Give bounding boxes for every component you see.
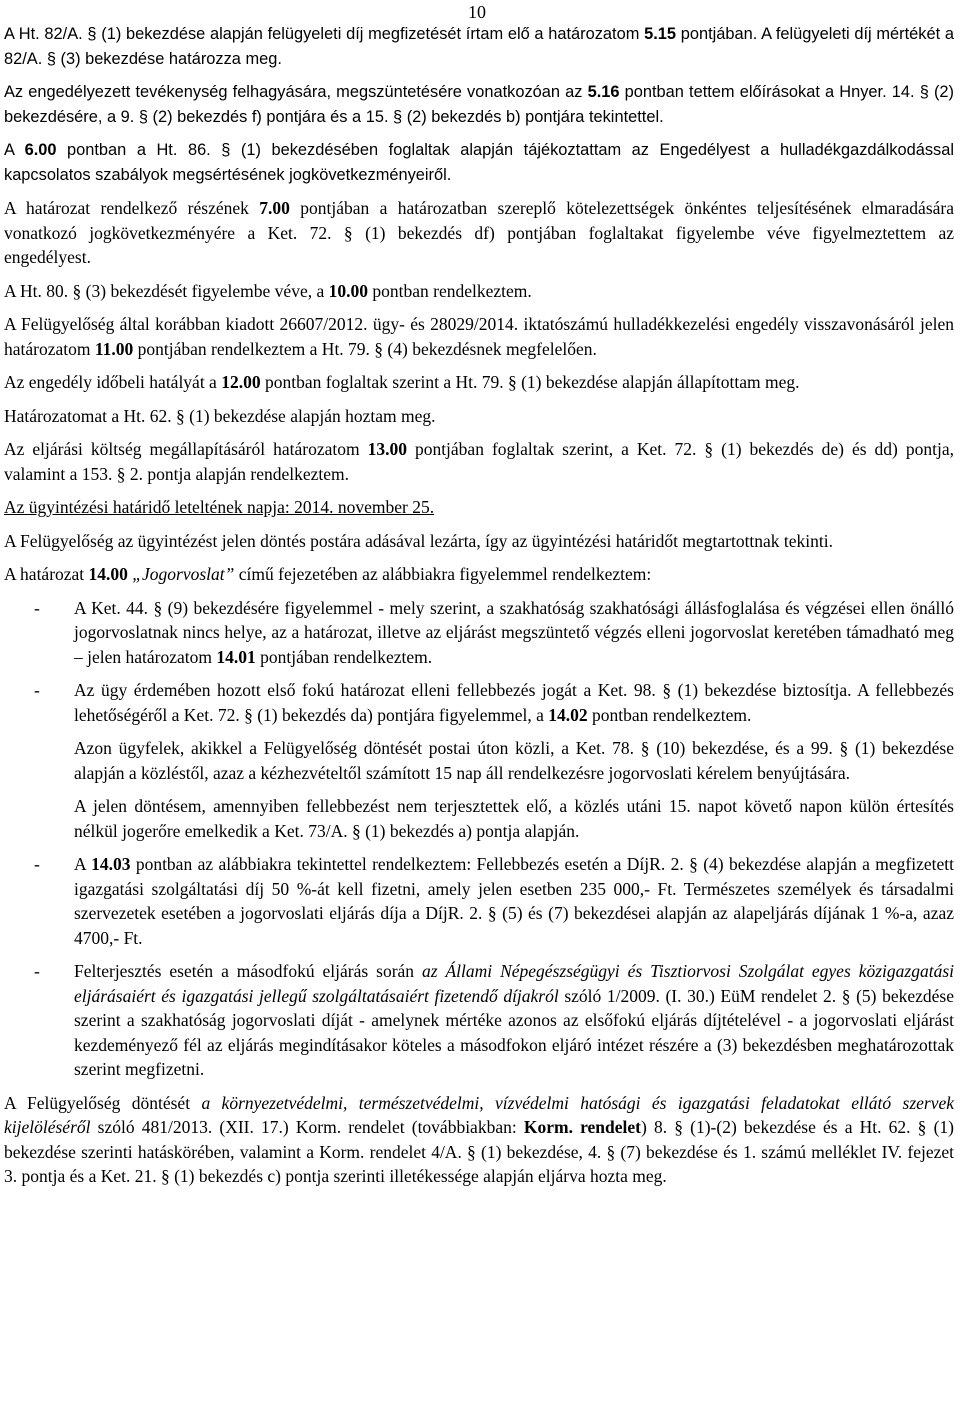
paragraph-ht-80: A Ht. 80. § (3) bekezdését figyelembe véve, a 10.00 pontban rendelkeztem. bbox=[4, 280, 532, 301]
list-marker: - bbox=[34, 961, 40, 981]
document-body bbox=[4, 22, 954, 1198]
list-marker: - bbox=[34, 680, 40, 700]
list-item: - Felterjesztés esetén a másodfokú eljárás során az Állami Népegészségügyi és Tisztiorvosi Szolgálat egyes közigazgatási eljárásaiért és igazgatási jellegű szolgáltatásaiért fizetendő díjakról szóló 1/2009. (I. 30.) EüM rendelet 2. § (5) bekezdése szerint a szakhatóság jogorvoslati díját - amelynek mértéke azonos az elsőfokú eljárás díjtételével - a jogorvoslati eljárást kezdeményező fél az eljárás megindításakor köteles a másodfokon eljáró intézet részére a (3) bekezdésben meghatározottak szerint megfizetni. bbox=[34, 961, 954, 1079]
paragraph-supervision-fee: A Ht. 82/A. § (1) bekezdése alapján felügyeleti díj megfizetését írtam elő a határozatom 5.15 pontjában. A felügyeleti díj mértékét a 82/A. § (3) bekezdése határozza meg. bbox=[4, 25, 954, 68]
page-number: 10 bbox=[468, 2, 486, 22]
list-item: - Az ügy érdemében hozott első fokú határozat elleni fellebbezés jogát a Ket. 98. § (1) bekezdése biztosítja. A fellebbezés lehetőségéről a Ket. 72. § (1) bekezdés da) pontjára figyelemmel, a 14.02 pontban rendelkeztem. bbox=[34, 680, 954, 725]
paragraph-permit-validity: Az engedély időbeli hatályát a 12.00 pontban foglaltak szerint a Ht. 79. § (1) bekezdése alapján állapítottam meg. bbox=[4, 372, 800, 392]
list-item: - A 14.03 pontban az alábbiakra tekintettel rendelkeztem: Fellebbezés esetén a DíjR. 2. § (4) bekezdése alapján a megfizetett igazgatási szolgáltatási díj 50 %-át kell fizetni, amely jelen esetben 235 000,- Ft. Természetes személyek és társadalmi szervezetek esetében a jogorvoslati eljárás díja a DíjR. 2. § (5) és (7) bekezdései alapján az alapeljárás díjának 1 %-a, azaz 4700,- Ft. bbox=[34, 854, 954, 948]
paragraph-permit-revocation: A Felügyelőség által korábban kiadott 26607/2012. ügy- és 28029/2014. iktatószámú hulladékkezelési engedély visszavonásáról jelen határozatom 11.00 pontjában rendelkeztem a Ht. 79. § (4) bekezdésnek megfelelően. bbox=[4, 314, 954, 359]
paragraph-obligations-warning: A határozat rendelkező részének 7.00 pontjában a határozatban szereplő kötelezettségek önkéntes teljesítésének elmaradására vonatkozó jogkövetkezményére a Ket. 72. § (1) bekezdés df) pontjában foglaltakat figyelembe véve figyelmeztettem az engedélyest. bbox=[4, 198, 954, 267]
list-marker: - bbox=[34, 597, 40, 618]
paragraph-legal-consequences: A 6.00 pontban a Ht. 86. § (1) bekezdésében foglaltak alapján tájékoztattam az Engedélyest a hulladékgazdálkodással kapcsolatos szabályok megsértésének jogkövetkezményeiről. bbox=[4, 141, 954, 184]
list-subparagraph: A jelen döntésem, amennyiben fellebbezést nem terjesztettek elő, a közlés utáni 15. napot követő napon külön értesítés nélkül jogerőre emelkedik a Ket. 73/A. § (1) bekezdés a) pontja alapján. bbox=[74, 796, 954, 841]
paragraph-activity-termination: Az engedélyezett tevékenység felhagyására, megszüntetésére vonatkozóan az 5.16 pontban tettem előírásokat a Hnyer. 14. § (2) bekezdésére, a 9. § (2) bekezdés f) pontjára és a 15. § (2) bekezdés b) pontjára tekintettel. bbox=[4, 83, 954, 126]
paragraph-deadline: Az ügyintézési határidő leteltének napja: 2014. november 25. bbox=[4, 497, 435, 517]
paragraph-case-closed: A Felügyelőség az ügyintézést jelen döntés postára adásával lezárta, így az ügyintézési határidőt megtartottnak tekinti. bbox=[4, 530, 834, 551]
paragraph-decision-basis: Határozatomat a Ht. 62. § (1) bekezdése alapján hoztam meg. bbox=[4, 405, 436, 426]
list-subparagraph: Azon ügyfelek, akikkel a Felügyelőség döntését postai úton közli, a Ket. 78. § (10) bekezdése, és a 99. § (1) bekezdése alapján a közléstől, azaz a kézhezvételtől számított 15 nap áll rendelkezésre jogorvoslati kérelem benyújtására. bbox=[74, 738, 954, 783]
paragraph-remedy-intro: A határozat 14.00 „Jogorvoslat” című fejezetében az alábbiakra figyelemmel rendelkeztem: bbox=[4, 564, 652, 584]
paragraph-procedure-costs: Az eljárási költség megállapításáról határozatom 13.00 pontjában foglaltak szerint, a Ket. 72. § (1) bekezdés de) és dd) pontja, valamint a 153. § 2. pontja alapján rendelkeztem. bbox=[4, 439, 954, 484]
list-marker: - bbox=[34, 854, 40, 874]
list-item: - A Ket. 44. § (9) bekezdésére figyelemmel - mely szerint, a szakhatóság szakhatósági állásfoglalása és végzései ellen önálló jogorvoslatnak nincs helye, az a határozat, illetve az eljárást megszüntető végzés elleni jogorvoslat keretében támadható meg – jelen határozatom 14.01 pontjában rendelkeztem. bbox=[34, 597, 954, 667]
paragraph-competence: A Felügyelőség döntését a környezetvédelmi, természetvédelmi, vízvédelmi hatósági és igazgatási feladatokat ellátó szervek kijelöléséről szóló 481/2013. (XII. 17.) Korm. rendelet (továbbiakban: Korm. rendelet) 8. § (1)-(2) bekezdése és a Ht. 62. § (1) bekezdése szerinti hatáskörében, valamint a Korm. rendelet 4/A. § (1) bekezdése, 4. § (7) bekezdése és 1. számú melléklet IV. fejezet 3. pontja és a Ket. 21. § (1) bekezdés c) pontja szerinti illetékessége alapján eljárva hozta meg. bbox=[4, 1092, 955, 1186]
